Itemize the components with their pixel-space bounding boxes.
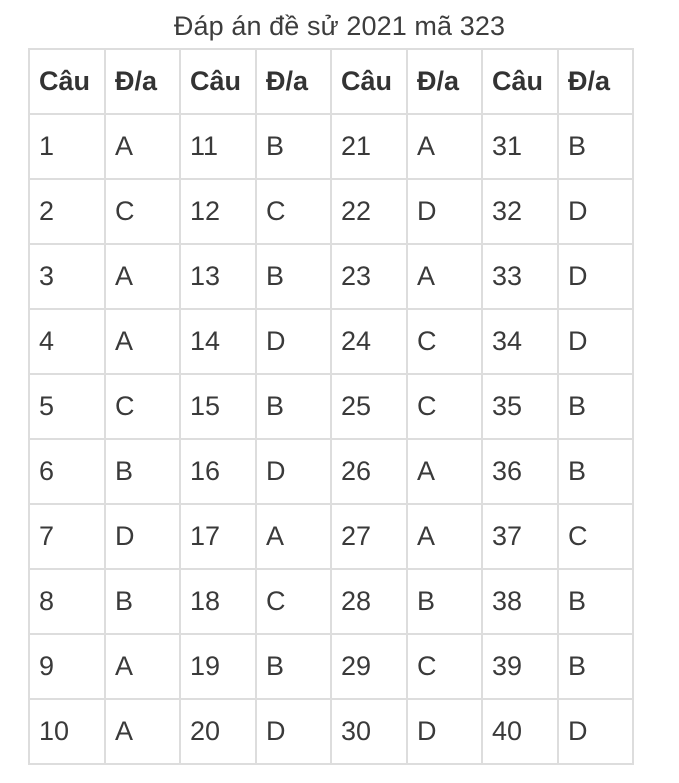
question-number-cell: 34: [482, 309, 558, 374]
answer-letter-cell: B: [256, 634, 331, 699]
question-number-cell: 40: [482, 699, 558, 764]
table-row: [29, 309, 633, 374]
answer-letter-cell: B: [105, 569, 180, 634]
answer-letter-cell: C: [407, 374, 482, 439]
table-body: [29, 114, 633, 764]
question-number-cell: 2: [29, 179, 105, 244]
answer-letter-cell: C: [558, 504, 633, 569]
header-answer-col-4: Đ/a: [558, 49, 633, 114]
page-title: Đáp án đề sử 2021 mã 323: [173, 11, 506, 41]
question-number-cell: 26: [331, 439, 407, 504]
question-number-cell: 17: [180, 504, 256, 569]
table-row: [29, 699, 633, 764]
question-number-cell: 20: [180, 699, 256, 764]
table-row: [29, 374, 633, 439]
question-number-cell: 38: [482, 569, 558, 634]
question-number-cell: 19: [180, 634, 256, 699]
answer-letter-cell: A: [105, 699, 180, 764]
question-number-cell: 29: [331, 634, 407, 699]
table-row: [29, 179, 633, 244]
answer-letter-cell: C: [256, 569, 331, 634]
answer-letter-cell: A: [407, 439, 482, 504]
header-answer-col-3: Đ/a: [407, 49, 482, 114]
question-number-cell: 32: [482, 179, 558, 244]
header-question-col-1: Câu: [29, 49, 105, 114]
answer-letter-cell: A: [105, 634, 180, 699]
question-number-cell: 12: [180, 179, 256, 244]
answer-letter-cell: B: [256, 114, 331, 179]
answer-letter-cell: A: [105, 309, 180, 374]
question-number-cell: 21: [331, 114, 407, 179]
header-answer-col-1: Đ/a: [105, 49, 180, 114]
question-number-cell: 39: [482, 634, 558, 699]
answer-letter-cell: B: [256, 244, 331, 309]
answer-letter-cell: D: [256, 439, 331, 504]
question-number-cell: 24: [331, 309, 407, 374]
answer-letter-cell: A: [407, 114, 482, 179]
answer-letter-cell: A: [256, 504, 331, 569]
answer-letter-cell: D: [407, 699, 482, 764]
answer-letter-cell: C: [407, 634, 482, 699]
table-row: [29, 569, 633, 634]
answer-letter-cell: B: [558, 634, 633, 699]
answer-letter-cell: D: [105, 504, 180, 569]
header-row: [29, 49, 633, 114]
question-number-cell: 8: [29, 569, 105, 634]
answer-letter-cell: D: [256, 309, 331, 374]
question-number-cell: 7: [29, 504, 105, 569]
answer-letter-cell: D: [558, 244, 633, 309]
question-number-cell: 36: [482, 439, 558, 504]
answer-letter-cell: B: [407, 569, 482, 634]
question-number-cell: 14: [180, 309, 256, 374]
table-row: [29, 244, 633, 309]
answer-letter-cell: C: [256, 179, 331, 244]
question-number-cell: 23: [331, 244, 407, 309]
question-number-cell: 10: [29, 699, 105, 764]
table-header: [29, 49, 633, 114]
question-number-cell: 18: [180, 569, 256, 634]
answer-letter-cell: A: [407, 504, 482, 569]
header-question-col-2: Câu: [180, 49, 256, 114]
answer-letter-cell: D: [256, 699, 331, 764]
question-number-cell: 30: [331, 699, 407, 764]
question-number-cell: 22: [331, 179, 407, 244]
question-number-cell: 25: [331, 374, 407, 439]
question-number-cell: 4: [29, 309, 105, 374]
question-number-cell: 1: [29, 114, 105, 179]
answer-letter-cell: C: [407, 309, 482, 374]
table-row: [29, 439, 633, 504]
question-number-cell: 5: [29, 374, 105, 439]
answer-letter-cell: C: [105, 374, 180, 439]
header-question-col-3: Câu: [331, 49, 407, 114]
question-number-cell: 3: [29, 244, 105, 309]
answer-letter-cell: B: [256, 374, 331, 439]
answer-letter-cell: A: [105, 114, 180, 179]
answer-letter-cell: B: [558, 114, 633, 179]
question-number-cell: 13: [180, 244, 256, 309]
header-question-col-4: Câu: [482, 49, 558, 114]
answer-letter-cell: A: [407, 244, 482, 309]
answer-letter-cell: A: [105, 244, 180, 309]
answer-letter-cell: B: [105, 439, 180, 504]
question-number-cell: 35: [482, 374, 558, 439]
answer-letter-cell: D: [558, 309, 633, 374]
question-number-cell: 9: [29, 634, 105, 699]
question-number-cell: 31: [482, 114, 558, 179]
answer-key-table: [28, 48, 634, 765]
question-number-cell: 37: [482, 504, 558, 569]
answer-letter-cell: B: [558, 569, 633, 634]
answer-letter-cell: D: [558, 699, 633, 764]
answer-letter-cell: B: [558, 439, 633, 504]
question-number-cell: 28: [331, 569, 407, 634]
answer-letter-cell: C: [105, 179, 180, 244]
table-row: [29, 634, 633, 699]
question-number-cell: 33: [482, 244, 558, 309]
question-number-cell: 6: [29, 439, 105, 504]
question-number-cell: 27: [331, 504, 407, 569]
table-row: [29, 504, 633, 569]
answer-letter-cell: D: [558, 179, 633, 244]
header-answer-col-2: Đ/a: [256, 49, 331, 114]
question-number-cell: 15: [180, 374, 256, 439]
question-number-cell: 16: [180, 439, 256, 504]
question-number-cell: 11: [180, 114, 256, 179]
table-row: [29, 114, 633, 179]
answer-letter-cell: B: [558, 374, 633, 439]
answer-letter-cell: D: [407, 179, 482, 244]
